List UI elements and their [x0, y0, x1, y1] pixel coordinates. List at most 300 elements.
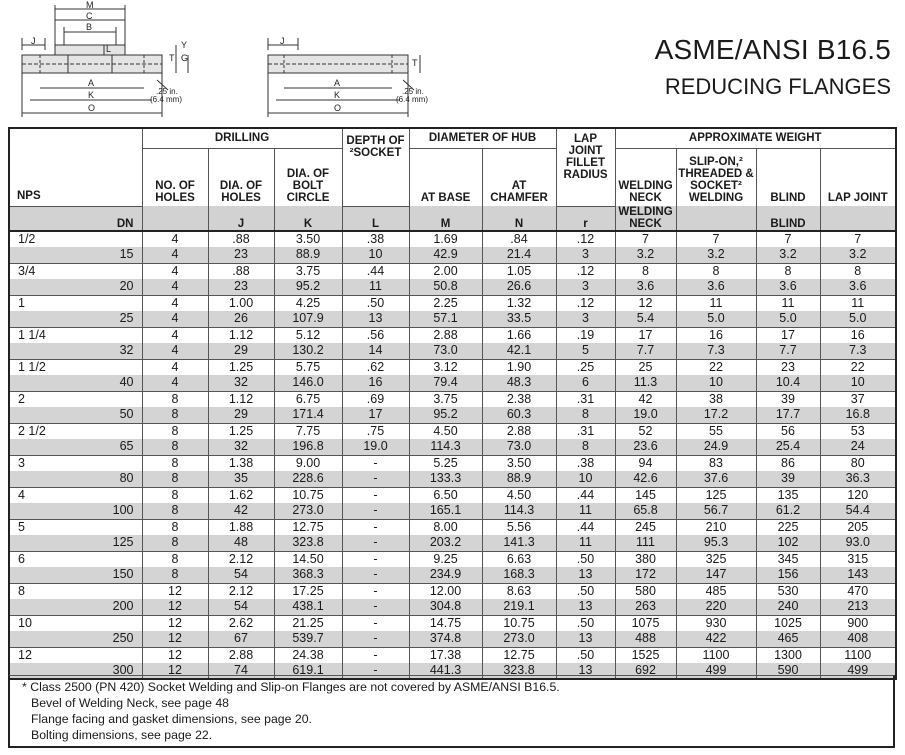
table-row-metric	[9, 471, 896, 487]
table-cell: .44	[342, 263, 409, 279]
table-cell: 5.0	[756, 311, 820, 327]
table-cell: 8	[142, 503, 208, 519]
table-row	[9, 551, 896, 567]
table-cell: 4	[142, 359, 208, 375]
table-cell: 172	[615, 567, 676, 583]
table-cell: 2.12	[208, 551, 274, 567]
table-cell: 12	[142, 599, 208, 615]
table-cell: 141.3	[482, 535, 556, 551]
table-cell: 8	[142, 487, 208, 503]
header-bolt-circle: DIA. OF BOLT CIRCLE	[274, 148, 342, 206]
table-cell: 304.8	[409, 599, 482, 615]
table-cell: 1.62	[208, 487, 274, 503]
table-cell: -	[342, 455, 409, 471]
table-row-metric	[9, 631, 896, 647]
dn-cell: 15	[9, 247, 142, 263]
table-cell: -	[342, 487, 409, 503]
nps-cell: 8	[18, 583, 25, 598]
table-cell: 3.2	[756, 247, 820, 263]
table-cell: -	[342, 631, 409, 647]
dn-cell: 25	[9, 311, 142, 327]
nps-cell: 1	[18, 295, 25, 310]
table-cell: 22	[676, 359, 756, 375]
table-cell: 6.75	[274, 391, 342, 407]
table-cell: 8	[676, 263, 756, 279]
table-cell: 7	[820, 231, 896, 247]
table-cell: 13	[556, 567, 615, 583]
nps-cell: 1 1/4	[18, 327, 46, 342]
dn-cell: 150	[9, 567, 142, 583]
table-cell: 107.9	[274, 311, 342, 327]
table-cell: 24	[820, 439, 896, 455]
dim-label-g: G	[181, 53, 189, 63]
table-cell: .50	[556, 647, 615, 663]
table-cell: 219.1	[482, 599, 556, 615]
dim-label-t: T	[169, 53, 175, 63]
table-cell: 37.6	[676, 471, 756, 487]
table-cell: -	[342, 551, 409, 567]
header-dia-holes: DIA. OF HOLES	[208, 148, 274, 206]
nps-cell: 2	[18, 391, 25, 406]
table-cell: 368.3	[274, 567, 342, 583]
table-cell: .38	[342, 231, 409, 247]
table-row	[9, 455, 896, 471]
dn-cell: 80	[9, 471, 142, 487]
table-cell: .69	[342, 391, 409, 407]
table-cell: 4	[142, 343, 208, 359]
table-cell: 325	[676, 551, 756, 567]
table-cell: 7.3	[676, 343, 756, 359]
header-lap-joint: LAP JOINT	[820, 148, 896, 206]
table-cell: 590	[756, 663, 820, 679]
table-cell: 1.05	[482, 263, 556, 279]
table-cell: 125	[676, 487, 756, 503]
table-cell: 4.25	[274, 295, 342, 311]
table-cell: 35	[208, 471, 274, 487]
nps-cell: 12	[18, 647, 32, 662]
table-cell: 12	[142, 663, 208, 679]
table-cell: 10	[556, 471, 615, 487]
table-row-metric	[9, 311, 896, 327]
table-cell: 39	[756, 391, 820, 407]
table-cell: 7.75	[274, 423, 342, 439]
table-cell: 12	[142, 583, 208, 599]
table-cell: 8	[142, 439, 208, 455]
table-cell: 1075	[615, 615, 676, 631]
table-cell: 11	[820, 295, 896, 311]
table-cell: 42.6	[615, 471, 676, 487]
dim-label-a-right: A	[334, 78, 341, 88]
table-cell: 95.2	[274, 279, 342, 295]
table-cell: .50	[556, 583, 615, 599]
table-cell: 11	[676, 295, 756, 311]
footnote-bolting: Bolting dimensions, see page 22.	[31, 728, 213, 742]
table-cell: 9.00	[274, 455, 342, 471]
table-cell: 32	[208, 375, 274, 391]
table-cell: 8	[142, 455, 208, 471]
table-cell: 26.6	[482, 279, 556, 295]
table-cell: 438.1	[274, 599, 342, 615]
table-cell: 8.63	[482, 583, 556, 599]
table-cell: 147	[676, 567, 756, 583]
table-cell: 3.2	[820, 247, 896, 263]
dim-label-j: J	[31, 36, 36, 46]
header-at-chamfer: AT CHAMFER	[482, 148, 556, 206]
table-cell: 485	[676, 583, 756, 599]
table-cell: 1100	[820, 647, 896, 663]
nps-cell: 10	[18, 615, 32, 630]
letter-welding-neck: WELDING NECK	[615, 206, 676, 231]
table-cell: 11	[756, 295, 820, 311]
table-cell: .56	[342, 327, 409, 343]
table-cell: -	[342, 503, 409, 519]
letter-blind: BLIND	[756, 206, 820, 231]
table-cell: 42	[208, 503, 274, 519]
table-cell: -	[342, 615, 409, 631]
table-cell: 499	[820, 663, 896, 679]
table-cell: 42	[615, 391, 676, 407]
table-cell: 5.0	[820, 311, 896, 327]
table-row-metric	[9, 407, 896, 423]
table-cell: 79.4	[409, 375, 482, 391]
table-cell: 3.2	[615, 247, 676, 263]
table-cell: 3.6	[676, 279, 756, 295]
table-cell: 156	[756, 567, 820, 583]
table-cell: 8	[756, 263, 820, 279]
table-cell: .50	[556, 551, 615, 567]
table-cell: 10.75	[274, 487, 342, 503]
table-cell: 1.12	[208, 327, 274, 343]
table-row-metric	[9, 599, 896, 615]
footnote-bevel: Bevel of Welding Neck, see page 48	[31, 696, 230, 710]
table-cell: 54.4	[820, 503, 896, 519]
table-cell: 4	[142, 375, 208, 391]
table-cell: .31	[556, 423, 615, 439]
table-cell: 273.0	[274, 503, 342, 519]
table-cell: 25.4	[756, 439, 820, 455]
table-cell: 8	[142, 519, 208, 535]
table-cell: 102	[756, 535, 820, 551]
table-cell: 73.0	[482, 439, 556, 455]
table-cell: 1.25	[208, 423, 274, 439]
table-cell: 111	[615, 535, 676, 551]
table-cell: 21.25	[274, 615, 342, 631]
letter-m: M	[409, 206, 482, 231]
table-cell: 95.2	[409, 407, 482, 423]
table-cell: 8	[820, 263, 896, 279]
table-cell: 323.8	[482, 663, 556, 679]
table-cell: 8	[142, 407, 208, 423]
table-cell: 130.2	[274, 343, 342, 359]
table-row-metric	[9, 567, 896, 583]
dn-cell: 200	[9, 599, 142, 615]
table-cell: 5.25	[409, 455, 482, 471]
table-cell: 345	[756, 551, 820, 567]
table-cell: 8	[615, 263, 676, 279]
table-cell: 12	[615, 295, 676, 311]
table-cell: 50.8	[409, 279, 482, 295]
table-cell: .12	[556, 263, 615, 279]
table-cell: 3	[556, 279, 615, 295]
table-cell: 95.3	[676, 535, 756, 551]
dim-label-k-right: K	[334, 90, 341, 100]
table-cell: 56	[756, 423, 820, 439]
table-cell: 3.6	[756, 279, 820, 295]
dim-label-b: B	[86, 22, 93, 32]
table-cell: 9.25	[409, 551, 482, 567]
table-row	[9, 263, 896, 279]
table-cell: 145	[615, 487, 676, 503]
table-cell: 29	[208, 343, 274, 359]
table-cell: 8	[142, 391, 208, 407]
table-cell: 135	[756, 487, 820, 503]
table-cell: 24.9	[676, 439, 756, 455]
table-cell: 5.0	[676, 311, 756, 327]
table-cell: 1300	[756, 647, 820, 663]
table-cell: 73.0	[409, 343, 482, 359]
table-cell: 10.75	[482, 615, 556, 631]
table-cell: 11	[342, 279, 409, 295]
table-cell: 4.50	[409, 423, 482, 439]
nps-cell: 6	[18, 551, 25, 566]
letter-j: J	[208, 206, 274, 231]
table-cell: 61.2	[756, 503, 820, 519]
table-cell: 80	[820, 455, 896, 471]
table-cell: 930	[676, 615, 756, 631]
table-cell: 488	[615, 631, 676, 647]
table-cell: .19	[556, 327, 615, 343]
table-cell: 23.6	[615, 439, 676, 455]
table-cell: 93.0	[820, 535, 896, 551]
table-cell: 48.3	[482, 375, 556, 391]
table-cell: 7	[756, 231, 820, 247]
dim-label-a: A	[88, 78, 95, 88]
table-row-metric	[9, 535, 896, 551]
table-cell: -	[342, 599, 409, 615]
table-cell: 273.0	[482, 631, 556, 647]
table-cell: 53	[820, 423, 896, 439]
table-row	[9, 231, 896, 247]
table-cell: 25	[615, 359, 676, 375]
table-cell: 83	[676, 455, 756, 471]
table-cell: 5.4	[615, 311, 676, 327]
table-cell: 8	[556, 407, 615, 423]
table-cell: 315	[820, 551, 896, 567]
table-cell: .62	[342, 359, 409, 375]
table-cell: 7.7	[756, 343, 820, 359]
table-cell: .88	[208, 263, 274, 279]
table-cell: 2.62	[208, 615, 274, 631]
table-cell: 8	[142, 567, 208, 583]
table-cell: 5	[556, 343, 615, 359]
table-cell: 470	[820, 583, 896, 599]
table-cell: 4	[142, 279, 208, 295]
table-cell: -	[342, 471, 409, 487]
table-row-metric	[9, 343, 896, 359]
letter-r: r	[556, 206, 615, 231]
header-nps: NPS	[9, 128, 142, 206]
table-cell: 12.00	[409, 583, 482, 599]
table-cell: .44	[556, 487, 615, 503]
table-cell: 2.00	[409, 263, 482, 279]
table-cell: 12	[142, 615, 208, 631]
dim-label-k: K	[88, 90, 95, 100]
table-cell: 36.3	[820, 471, 896, 487]
table-cell: 39	[756, 471, 820, 487]
table-cell: 6.63	[482, 551, 556, 567]
table-cell: 146.0	[274, 375, 342, 391]
table-cell: 619.1	[274, 663, 342, 679]
table-cell: 26	[208, 311, 274, 327]
dim-label-m: M	[86, 0, 94, 10]
table-cell: 530	[756, 583, 820, 599]
table-cell: 14.75	[409, 615, 482, 631]
dim-note-mm: (6.4 mm)	[150, 95, 182, 104]
table-cell: 143	[820, 567, 896, 583]
table-cell: 10	[342, 247, 409, 263]
table-cell: 7.3	[820, 343, 896, 359]
table-cell: 65.8	[615, 503, 676, 519]
table-cell: 21.4	[482, 247, 556, 263]
table-cell: 17.2	[676, 407, 756, 423]
table-cell: 3.75	[409, 391, 482, 407]
table-cell: 8	[142, 535, 208, 551]
table-cell: 168.3	[482, 567, 556, 583]
table-cell: 2.88	[409, 327, 482, 343]
table-cell: 203.2	[409, 535, 482, 551]
table-cell: 171.4	[274, 407, 342, 423]
table-cell: 13	[342, 311, 409, 327]
table-cell: 17	[342, 407, 409, 423]
table-cell: 8	[142, 423, 208, 439]
table-cell: 228.6	[274, 471, 342, 487]
dn-cell: 40	[9, 375, 142, 391]
table-cell: 4	[142, 231, 208, 247]
table-cell: 42.9	[409, 247, 482, 263]
table-cell: -	[342, 519, 409, 535]
table-cell: 8.00	[409, 519, 482, 535]
table-row	[9, 583, 896, 599]
footnote-class-2500: * Class 2500 (PN 420) Socket Welding and Slip-on Flanges are not covered by ASME/ANSI B16.5.	[22, 680, 560, 694]
table-cell: 54	[208, 599, 274, 615]
header-drilling: DRILLING	[142, 128, 342, 148]
table-cell: 3	[556, 311, 615, 327]
table-cell: 23	[208, 247, 274, 263]
table-cell: 374.8	[409, 631, 482, 647]
table-cell: 14	[342, 343, 409, 359]
table-cell: -	[342, 535, 409, 551]
dn-cell: 300	[9, 663, 142, 679]
dim-label-l: L	[106, 44, 112, 54]
table-cell: 1.12	[208, 391, 274, 407]
table-cell: 5.12	[274, 327, 342, 343]
table-cell: 32	[208, 439, 274, 455]
dim-note: .25 in.	[156, 87, 178, 96]
dim-note-mm-right: (6.4 mm)	[396, 95, 428, 104]
table-cell: 17.7	[756, 407, 820, 423]
table-cell: 245	[615, 519, 676, 535]
table-cell: 16	[676, 327, 756, 343]
header-slipon: SLIP-ON,² THREADED & SOCKET² WELDING	[676, 148, 756, 206]
table-cell: 1.90	[482, 359, 556, 375]
table-row	[9, 359, 896, 375]
table-cell: .84	[482, 231, 556, 247]
nps-cell: 1 1/2	[18, 359, 46, 374]
right-flange-diagram	[268, 38, 420, 117]
table-cell: 465	[756, 631, 820, 647]
table-cell: -	[342, 583, 409, 599]
table-cell: 380	[615, 551, 676, 567]
table-cell: 55	[676, 423, 756, 439]
table-row	[9, 647, 896, 663]
table-cell: 74	[208, 663, 274, 679]
dim-label-t-right: T	[412, 58, 418, 68]
header-depth: DEPTH OF ²SOCKET	[342, 128, 409, 206]
nps-cell: 3	[18, 455, 25, 470]
table-cell: 29	[208, 407, 274, 423]
table-cell: 900	[820, 615, 896, 631]
dn-cell: 250	[9, 631, 142, 647]
table-cell: .50	[342, 295, 409, 311]
table-cell: 539.7	[274, 631, 342, 647]
table-cell: 8	[142, 471, 208, 487]
letter-blank	[142, 206, 208, 231]
table-cell: 213	[820, 599, 896, 615]
table-row	[9, 423, 896, 439]
table-cell: 6	[556, 375, 615, 391]
header-at-base: AT BASE	[409, 148, 482, 206]
table-cell: 4	[142, 311, 208, 327]
table-cell: 4	[142, 295, 208, 311]
table-cell: 10.4	[756, 375, 820, 391]
table-cell: 1.69	[409, 231, 482, 247]
table-cell: 1525	[615, 647, 676, 663]
table-cell: 54	[208, 567, 274, 583]
table-cell: 33.5	[482, 311, 556, 327]
nps-cell: 1/2	[18, 232, 36, 246]
table-cell: 4	[142, 327, 208, 343]
table-cell: 60.3	[482, 407, 556, 423]
table-cell: 3.50	[274, 231, 342, 247]
table-cell: 88.9	[274, 247, 342, 263]
header-lap-radius: LAP JOINT FILLET RADIUS	[556, 128, 615, 206]
table-cell: 422	[676, 631, 756, 647]
table-cell: 580	[615, 583, 676, 599]
table-cell: 22	[820, 359, 896, 375]
table-cell: 1025	[756, 615, 820, 631]
dim-label-o-right: O	[334, 103, 342, 113]
table-cell: 57.1	[409, 311, 482, 327]
table-cell: 7	[676, 231, 756, 247]
table-cell: 11	[556, 535, 615, 551]
table-cell: 4.50	[482, 487, 556, 503]
table-row-metric	[9, 439, 896, 455]
table-cell: 3.12	[409, 359, 482, 375]
table-cell: 133.3	[409, 471, 482, 487]
nps-cell: 2 1/2	[18, 423, 46, 438]
table-cell: 2.38	[482, 391, 556, 407]
table-row-metric	[9, 279, 896, 295]
table-row-metric	[9, 247, 896, 263]
table-cell: 17	[756, 327, 820, 343]
table-cell: 4	[142, 263, 208, 279]
table-cell: .31	[556, 391, 615, 407]
table-cell: 196.8	[274, 439, 342, 455]
table-cell: 4	[142, 247, 208, 263]
table-cell: 10	[820, 375, 896, 391]
table-cell: 1100	[676, 647, 756, 663]
table-cell: 3.50	[482, 455, 556, 471]
